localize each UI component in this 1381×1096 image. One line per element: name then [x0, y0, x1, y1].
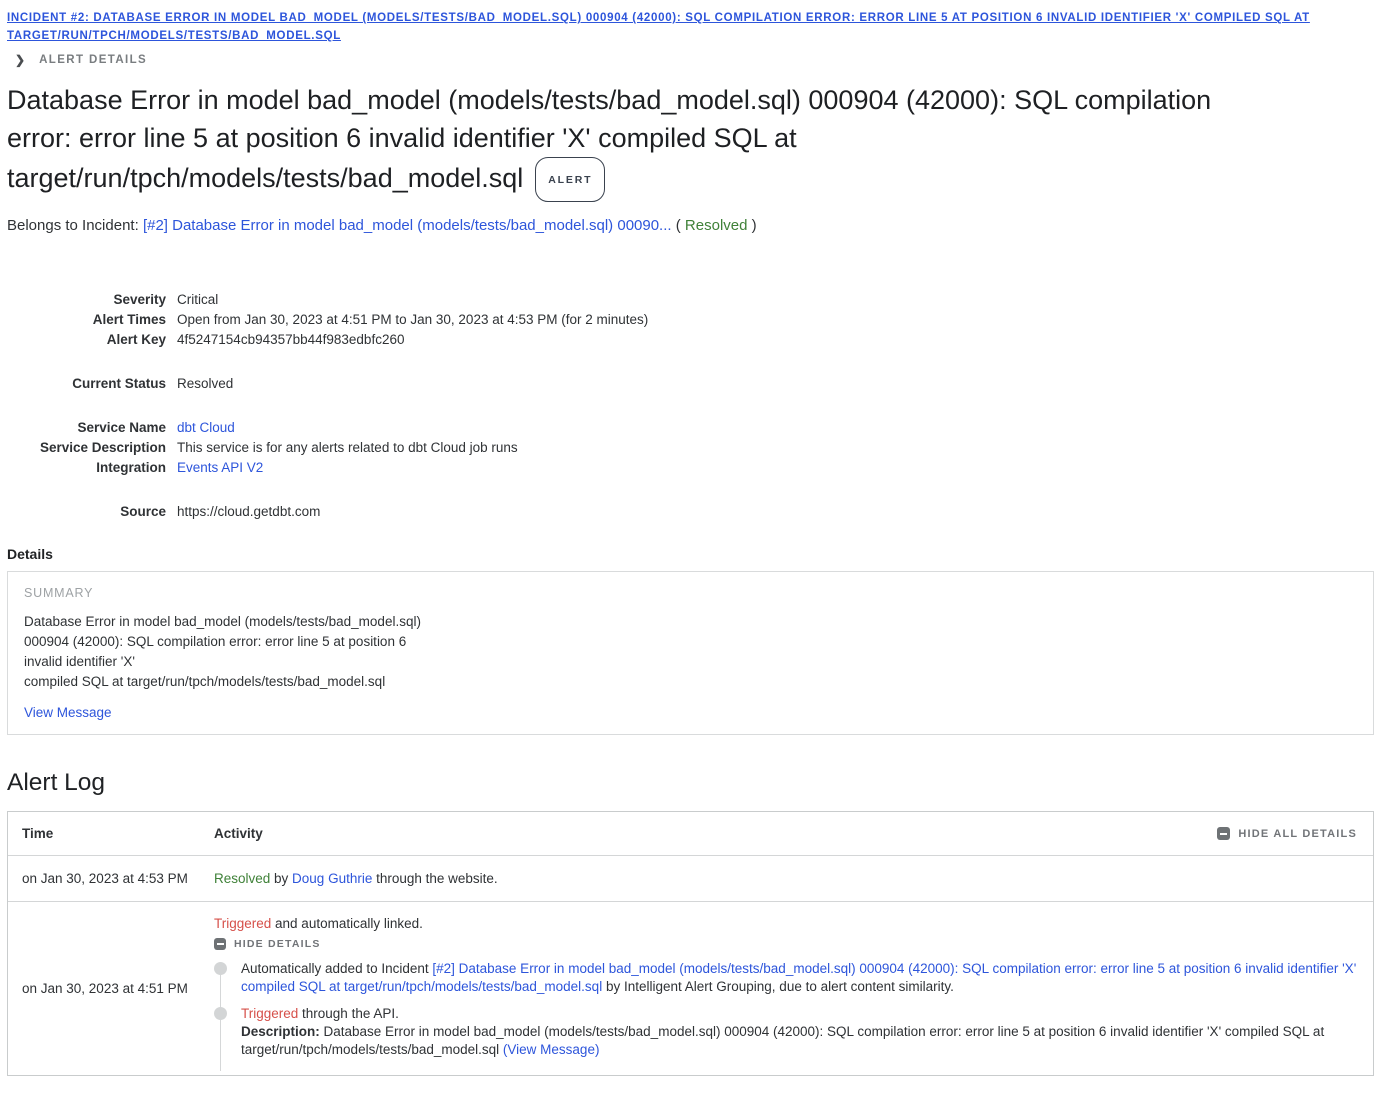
breadcrumb-current: ALERT DETAILS	[39, 54, 148, 66]
status-resolved: Resolved	[214, 870, 271, 886]
log-detail-timeline	[214, 960, 1357, 1059]
alert-type-badge: ALERT	[535, 157, 605, 202]
property-group	[7, 418, 1374, 478]
breadcrumb	[15, 51, 1374, 69]
source-value: https://cloud.getdbt.com	[177, 504, 321, 519]
summary-line: Database Error in model bad_model (models/tests/bad_model.sql)	[24, 614, 421, 629]
property-row-current-status	[7, 374, 1374, 394]
integration-link[interactable]: Events API V2	[177, 460, 264, 475]
alert-log-heading: Alert Log	[7, 769, 106, 796]
current-status-value: Resolved	[177, 376, 234, 391]
incident-status: Resolved	[684, 217, 748, 234]
entry-text: by Intelligent Alert Grouping, due to alert content similarity.	[602, 979, 954, 994]
property-row-alert-key	[7, 330, 1374, 350]
timeline-dot-icon	[214, 1007, 227, 1020]
property-label: Integration	[96, 460, 166, 475]
service-description-value: This service is for any alerts related to dbt Cloud job runs	[177, 440, 518, 455]
entry-text: through the API.	[298, 1006, 399, 1021]
belongs-to-incident	[7, 217, 1374, 234]
property-row-severity	[7, 290, 1374, 310]
property-row-service-description	[7, 438, 1374, 458]
description-text: Database Error in model bad_model (models/tests/bad_model.sql) 000904 (42000): SQL compilation error: error line 5 at position 6 invalid identifier 'X' compiled SQL at target/run/tpch/models/tests/bad_model.sql	[241, 1024, 1325, 1057]
activity-text: by	[270, 870, 293, 886]
summary-line: compiled SQL at target/run/tpch/models/tests/bad_model.sql	[24, 674, 386, 689]
incident-link[interactable]: [#2] Database Error in model bad_model (models/tests/bad_model.sql) 000904 (42000): SQL compilation error: error line 5 at position 6 invalid identifier 'X' compiled SQL at target/run/tpch/models/tests/bad_model.sql	[241, 961, 1357, 994]
status-triggered: Triggered	[214, 916, 272, 931]
chevron-right-icon: ❯	[15, 53, 26, 67]
details-heading: Details	[7, 546, 53, 562]
paren-close: )	[747, 217, 757, 234]
collapse-minus-icon	[214, 938, 226, 950]
collapse-minus-icon	[1217, 827, 1230, 840]
description-label: Description:	[241, 1024, 320, 1039]
view-message-link[interactable]: View Message	[24, 705, 112, 720]
summary-line: invalid identifier 'X'	[24, 654, 135, 669]
paren-open: (	[671, 217, 685, 234]
service-name-link[interactable]: dbt Cloud	[177, 420, 235, 435]
property-label: Alert Key	[106, 332, 166, 347]
alert-times-value: Open from Jan 30, 2023 at 4:51 PM to Jan 30, 2023 at 4:53 PM (for 2 minutes)	[177, 312, 649, 327]
view-message-link[interactable]: (View Message)	[502, 1042, 600, 1057]
property-group	[7, 374, 1374, 394]
log-time: on Jan 30, 2023 at 4:51 PM	[22, 981, 188, 996]
hide-details-label: HIDE DETAILS	[234, 938, 321, 950]
summary-box	[7, 571, 1374, 735]
property-label: Service Name	[77, 420, 166, 435]
severity-value: Critical	[177, 292, 219, 307]
breadcrumb-incident-link[interactable]: INCIDENT #2: DATABASE ERROR IN MODEL BAD_MODEL (MODELS/TESTS/BAD_MODEL.SQL) 000904 (42000): SQL COMPILATION ERROR: ERROR LINE 5 AT POSITION 6 INVALID IDENTIFIER 'X' COMPILED SQL AT TARGET/RUN/TPCH/MODELS/TESTS/BAD_MODEL.SQL	[7, 12, 1310, 42]
summary-label: SUMMARY	[24, 586, 94, 600]
log-row-triggered	[8, 902, 1373, 1075]
summary-line: 000904 (42000): SQL compilation error: error line 5 at position 6	[24, 634, 407, 649]
hide-all-details-label: HIDE ALL DETAILS	[1238, 827, 1357, 840]
property-group	[7, 502, 1374, 522]
page-title	[7, 81, 1252, 202]
status-triggered: Triggered	[241, 1006, 299, 1021]
property-label: Source	[120, 504, 166, 519]
property-row-alert-times	[7, 310, 1374, 330]
timeline-entry-grouping	[214, 960, 1357, 996]
hide-all-details-button[interactable]	[1217, 827, 1373, 840]
activity-text: and automatically linked.	[271, 916, 423, 931]
alert-title-text: Database Error in model bad_model (models/tests/bad_model.sql) 000904 (42000): SQL compilation error: error line 5 at position 6 invalid identifier 'X' compiled SQL at target/run/tpch/models/tests/bad_model.sql	[7, 85, 1212, 193]
log-row-resolved	[8, 856, 1373, 902]
log-activity	[214, 902, 1373, 1075]
timeline-dot-icon	[214, 962, 227, 975]
alert-key-value: 4f5247154cb94357bb44f983edbfc260	[177, 332, 405, 347]
property-row-service-name	[7, 418, 1374, 438]
property-label: Current Status	[72, 376, 166, 391]
alert-log-header	[8, 812, 1373, 856]
property-row-integration	[7, 458, 1374, 478]
summary-text	[24, 612, 1357, 692]
alert-properties	[7, 290, 1374, 522]
user-link[interactable]: Doug Guthrie	[292, 870, 373, 886]
activity-text: through the website.	[372, 870, 498, 886]
column-header-time: Time	[22, 826, 54, 841]
property-label: Severity	[113, 292, 166, 307]
log-activity	[214, 856, 1373, 901]
property-label: Alert Times	[92, 312, 166, 327]
property-row-source	[7, 502, 1374, 522]
column-header-activity: Activity	[214, 826, 263, 841]
alert-log-table	[7, 811, 1374, 1076]
incident-link[interactable]: [#2] Database Error in model bad_model (models/tests/bad_model.sql) 00090...	[142, 217, 672, 234]
belongs-prefix: Belongs to Incident:	[7, 217, 143, 234]
hide-details-button[interactable]	[214, 938, 1357, 950]
timeline-entry-triggered	[214, 1005, 1357, 1059]
log-time: on Jan 30, 2023 at 4:53 PM	[22, 871, 188, 886]
property-label: Service Description	[39, 440, 166, 455]
entry-text: Automatically added to Incident	[241, 961, 433, 976]
property-group	[7, 290, 1374, 350]
